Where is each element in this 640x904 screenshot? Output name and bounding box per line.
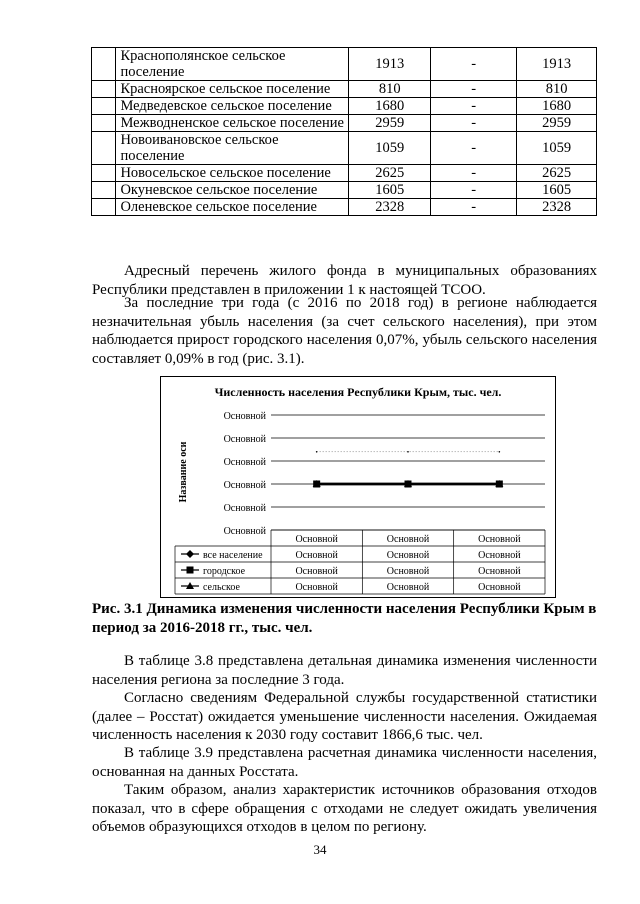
data-table-cell: Основной [386,582,430,593]
population-chart [160,376,556,598]
y-tick-label: Основной [223,526,266,537]
population-total: 2328 [349,199,431,216]
page-number: 34 [313,842,327,857]
legend-label: сельское [203,582,240,593]
settlements-table [91,47,597,216]
data-table-cell: Основной [386,550,430,561]
paragraph-rosstat-forecast: Согласно сведениям Федеральной службы государственной статистики (далее – Росстат) ожидается уменьшение численности населения. Ожидаемая численность населения к 2030 году составит 1866,6 тыс. чел. [92,690,597,743]
population-urban: - [431,199,517,216]
blank-cell [92,48,116,81]
x-category-label: Основной [386,534,430,545]
blank-cell [92,115,116,132]
population-rural: 1605 [517,182,597,199]
settlement-name: Оленевское сельское поселение [116,199,349,216]
paragraph-table-3-8: В таблице 3.8 представлена детальная динамика изменения численности населения региона за последние 3 года. [92,653,597,688]
population-total: 2959 [349,115,431,132]
population-urban: - [431,81,517,98]
blank-cell [92,199,116,216]
data-table-cell: Основной [386,566,430,577]
settlement-name: Красноярское сельское поселение [116,81,349,98]
data-table-cell: Основной [478,566,521,577]
settlement-name: Краснополянское сельское поселение [116,48,349,81]
blank-cell [92,165,116,182]
y-tick-label: Основной [223,457,266,468]
x-category-label: Основной [478,534,521,545]
population-urban: - [431,165,517,182]
y-tick-label: Основной [223,434,266,445]
y-tick-label: Основной [223,411,266,422]
y-tick-label: Основной [223,480,266,491]
legend-label: все население [203,550,263,561]
x-category-label: Основной [295,534,338,545]
table-row [92,81,597,98]
settlement-name: Новоивановское сельское поселение [116,132,349,165]
population-rural: 1913 [517,48,597,81]
population-total: 1680 [349,98,431,115]
table-row [92,48,597,81]
legend-marker [186,550,194,558]
blank-cell [92,98,116,115]
population-urban: - [431,182,517,199]
figure-caption: Рис. 3.1 Динамика изменения численности населения Республики Крым в период за 2016-2018 гг., тыс. чел. [92,601,597,636]
population-urban: - [431,48,517,81]
settlement-name: Межводненское сельское поселение [116,115,349,132]
population-rural: 810 [517,81,597,98]
population-rural: 1059 [517,132,597,165]
population-rural: 2328 [517,199,597,216]
population-total: 1605 [349,182,431,199]
population-total: 810 [349,81,431,98]
data-table-cell: Основной [295,550,338,561]
population-total: 2625 [349,165,431,182]
population-rural: 2959 [517,115,597,132]
paragraph-table-3-9: В таблице 3.9 представлена расчетная динамика численности населения, основанная на данных Росстата. [92,745,597,780]
settlement-name: Окуневское сельское поселение [116,182,349,199]
data-table-cell: Основной [295,566,338,577]
y-axis-title: Название оси [178,441,189,503]
data-point [407,451,409,453]
data-table-cell: Основной [478,582,521,593]
paragraph-conclusion: Таким образом, анализ характеристик источников образования отходов показал, что в сфере обращения с отходами не следует ожидать увеличения объемов образующихся отходов в целом по региону. [92,782,597,835]
table-row [92,199,597,216]
chart-svg [161,377,555,597]
paragraph-address-list: Адресный перечень жилого фонда в муниципальных образованиях Республики представлен в приложении 1 к настоящей ТСОО. [92,263,597,298]
population-urban: - [431,115,517,132]
blank-cell [92,132,116,165]
table-row [92,132,597,165]
chart-title: Численность населения Республики Крым, тыс. чел. [214,385,502,399]
table-row [92,98,597,115]
population-urban: - [431,98,517,115]
blank-cell [92,81,116,98]
data-table-cell: Основной [295,582,338,593]
data-table-cell: Основной [478,550,521,561]
population-rural: 1680 [517,98,597,115]
legend-label: городское [203,566,246,577]
y-tick-label: Основной [223,503,266,514]
population-rural: 2625 [517,165,597,182]
table-row [92,115,597,132]
paragraph-population-decline: За последние три года (с 2016 по 2018 год) в регионе наблюдается незначительная убыль населения (за счет сельского населения), при этом наблюдается прирост городского населения 0,07%, убыль сельского населения составляет 0,09% в год (рис. 3.1). [92,295,597,367]
data-point [499,451,501,453]
table-row [92,182,597,199]
settlement-name: Новосельское сельское поселение [116,165,349,182]
settlement-name: Медведевское сельское поселение [116,98,349,115]
table-row [92,165,597,182]
legend-marker [187,567,194,574]
blank-cell [92,182,116,199]
population-total: 1059 [349,132,431,165]
data-point [316,451,318,453]
population-total: 1913 [349,48,431,81]
population-urban: - [431,132,517,165]
